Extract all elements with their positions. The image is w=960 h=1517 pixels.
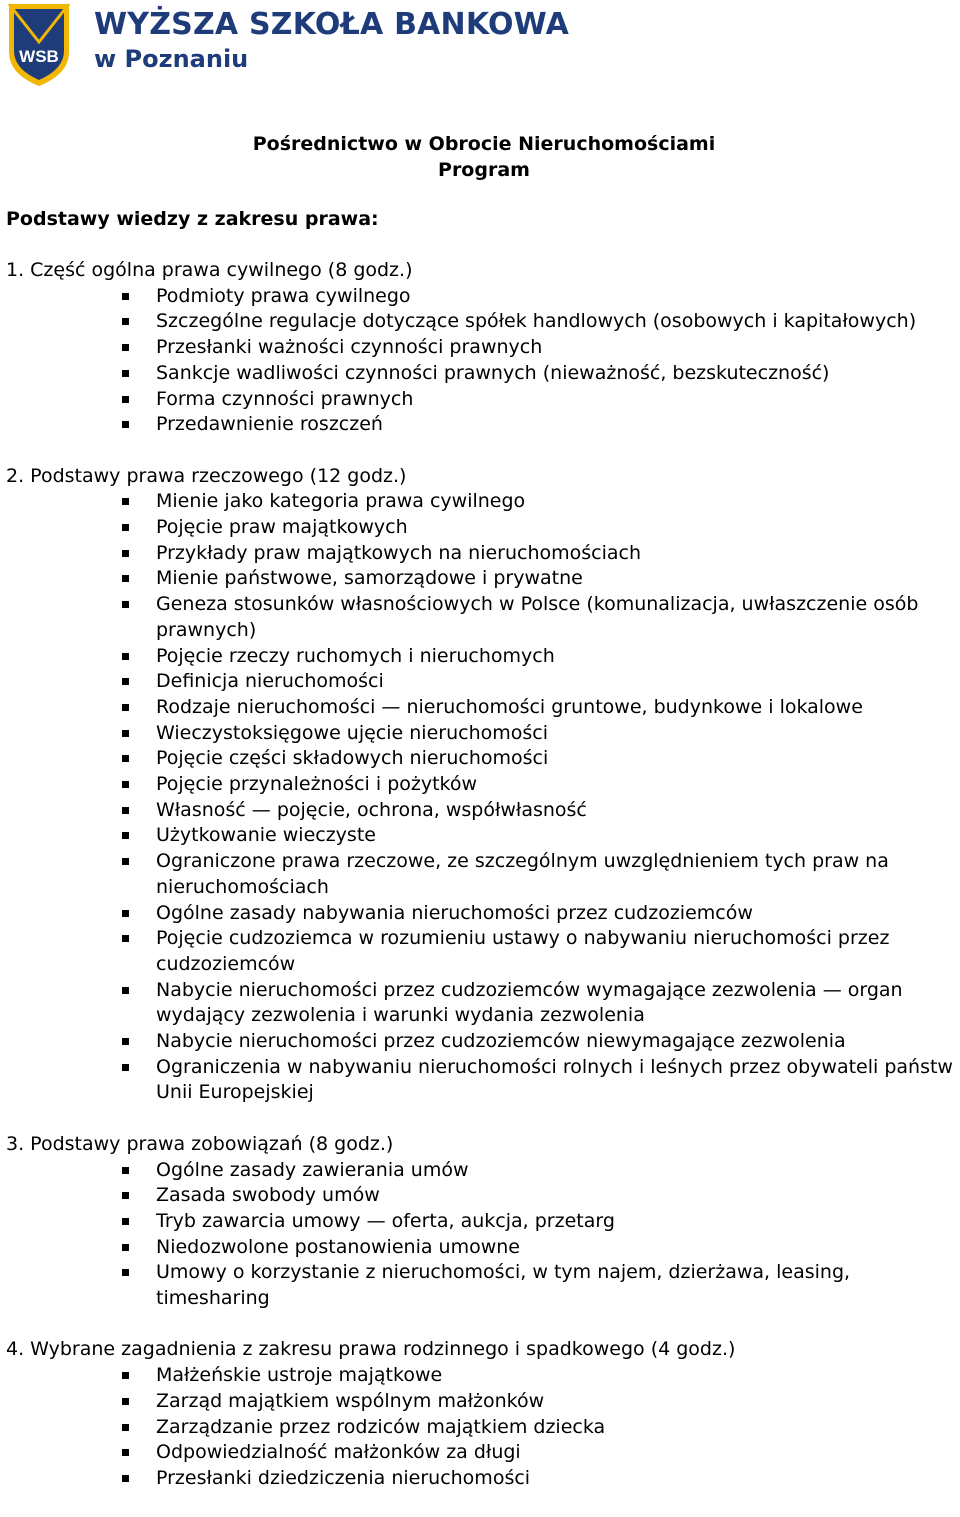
section-title: 3. Podstawy prawa zobowiązań (8 godz.) [6, 1132, 394, 1155]
topic-item: Tryb zawarcia umowy — oferta, aukcja, przetarg [156, 1209, 956, 1235]
topic-item: Mienie jako kategoria prawa cywilnego [156, 489, 956, 515]
brand-name [94, 6, 569, 74]
section-title: 2. Podstawy prawa rzeczowego (12 godz.) [6, 464, 407, 487]
topic-item: Ograniczone prawa rzeczowe, ze szczególnym uwzględnieniem tych praw na nieruchomościach [156, 849, 956, 900]
program-section [6, 258, 956, 438]
topic-item: Przesłanki ważności czynności prawnych [156, 335, 956, 361]
topic-item: Forma czynności prawnych [156, 387, 956, 413]
topic-item: Ogólne zasady zawierania umów [156, 1158, 956, 1184]
wsb-logo-icon [3, 2, 75, 88]
topic-list [6, 1363, 956, 1492]
topic-item: Pojęcie części składowych nieruchomości [156, 746, 956, 772]
topic-item: Mienie państwowe, samorządowe i prywatne [156, 566, 956, 592]
topic-item: Małżeńskie ustroje majątkowe [156, 1363, 956, 1389]
program-section [6, 1132, 956, 1312]
document-subtitle: Program [438, 159, 530, 181]
section-title: 4. Wybrane zagadnienia z zakresu prawa rodzinnego i spadkowego (4 godz.) [6, 1338, 736, 1361]
topic-item: Pojęcie przynależności i pożytków [156, 772, 956, 798]
topic-item: Zasada swobody umów [156, 1183, 956, 1209]
topic-item: Odpowiedzialność małżonków za długi [156, 1440, 956, 1466]
topic-item: Wieczystoksięgowe ujęcie nieruchomości [156, 721, 956, 747]
section-title: 1. Część ogólna prawa cywilnego (8 godz.) [6, 259, 413, 281]
document-title: Pośrednictwo w Obrocie Nieruchomościami [252, 133, 716, 155]
page-header [0, 0, 960, 92]
topic-item: Przykłady praw majątkowych na nieruchomościach [156, 541, 956, 567]
topic-item: Ogólne zasady nabywania nieruchomości przez cudzoziemców [156, 901, 956, 927]
topic-item: Użytkowanie wieczyste [156, 823, 956, 849]
topic-item: Pojęcie cudzoziemca w rozumieniu ustawy o nabywaniu nieruchomości przez cudzoziemców [156, 926, 956, 977]
brand-line-2: w Poznaniu [94, 45, 249, 73]
topic-item: Zarząd majątkiem wspólnym małżonków [156, 1389, 956, 1415]
topic-item: Nabycie nieruchomości przez cudzoziemców niewymagające zezwolenia [156, 1029, 956, 1055]
topic-item: Geneza stosunków własnościowych w Polsce (komunalizacja, uwłaszczenie osób prawnych) [156, 592, 956, 643]
program-section [6, 1337, 956, 1491]
topic-item: Pojęcie rzeczy ruchomych i nieruchomych [156, 644, 956, 670]
topic-item: Przedawnienie roszczeń [156, 412, 956, 438]
topic-item: Pojęcie praw majątkowych [156, 515, 956, 541]
topic-item: Zarządzanie przez rodziców majątkiem dziecka [156, 1415, 956, 1441]
topic-item: Rodzaje nieruchomości — nieruchomości gruntowe, budynkowe i lokalowe [156, 695, 956, 721]
topic-list [6, 1158, 956, 1312]
topic-item: Ograniczenia w nabywaniu nieruchomości rolnych i leśnych przez obywateli państw Unii Europejskiej [156, 1055, 956, 1106]
brand-line-1: WYŻSZA SZKOŁA BANKOWA [94, 7, 570, 42]
topic-item: Własność — pojęcie, ochrona, współwłasność [156, 798, 956, 824]
logo-text: WSB [19, 47, 59, 66]
topic-item: Definicja nieruchomości [156, 669, 956, 695]
document-titles [0, 131, 960, 183]
topic-item: Sankcje wadliwości czynności prawnych (nieważność, bezskuteczność) [156, 361, 956, 387]
topic-list [6, 284, 956, 438]
program-section [6, 464, 956, 1107]
program-content [6, 258, 956, 1517]
topic-item: Umowy o korzystanie z nieruchomości, w tym najem, dzierżawa, leasing, timesharing [156, 1260, 956, 1311]
topic-item: Podmioty prawa cywilnego [156, 284, 956, 310]
topic-item: Niedozwolone postanowienia umowne [156, 1235, 956, 1261]
topic-list [6, 489, 956, 1106]
topic-item: Szczególne regulacje dotyczące spółek handlowych (osobowych i kapitałowych) [156, 309, 956, 335]
topic-item: Nabycie nieruchomości przez cudzoziemców wymagające zezwolenia — organ wydający zezwolenia i warunki wydania zezwolenia [156, 978, 956, 1029]
section-heading: Podstawy wiedzy z zakresu prawa: [6, 208, 379, 230]
topic-item: Przesłanki dziedziczenia nieruchomości [156, 1466, 956, 1492]
